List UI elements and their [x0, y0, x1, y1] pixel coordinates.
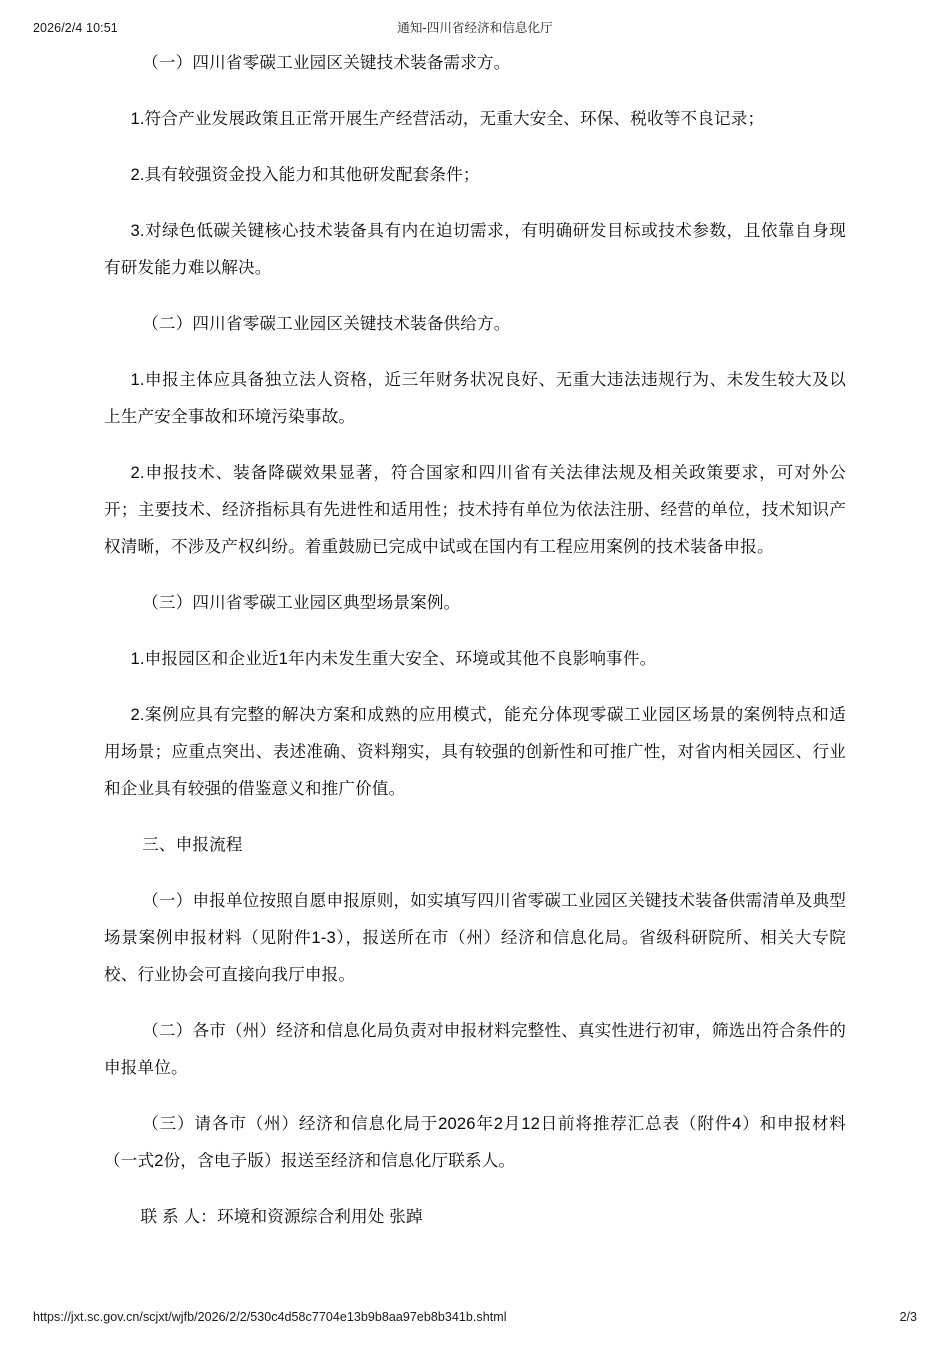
- paragraph-sec2-sub3-item2: 2.案例应具有完整的解决方案和成熟的应用模式，能充分体现零碳工业园区场景的案例特点和适用场景；应重点突出、表述准确、资料翔实，具有较强的创新性和可推广性，对省内相关园区、行业和企业具有较强的借鉴意义和推广价值。: [104, 705, 846, 798]
- print-footer-url: https://jxt.sc.gov.cn/scjxt/wjfb/2026/2/2/530c4d58c7704e13b9b8aa97eb8b341b.shtml: [33, 1310, 507, 1324]
- print-header: [0, 18, 950, 38]
- document-body: [104, 44, 846, 1254]
- print-header-title: 通知-四川省经济和信息化厅: [397, 21, 553, 35]
- print-footer-page-number: 2/3: [899, 1310, 917, 1324]
- paragraph-sec3-sub2: （二）各市（州）经济和信息化局负责对申报材料完整性、真实性进行初审，筛选出符合条件的申报单位。: [104, 1021, 846, 1077]
- paragraph-sec2-sub3-title: （三）四川省零碳工业园区典型场景案例。: [142, 593, 461, 612]
- section-heading-application-process: 三、申报流程: [142, 835, 243, 854]
- paragraph-sec2-sub1-item1: 1.符合产业发展政策且正常开展生产经营活动，无重大安全、环保、税收等不良记录；: [130, 109, 765, 128]
- paragraph-sec2-sub2-title: （二）四川省零碳工业园区关键技术装备供给方。: [142, 314, 511, 333]
- paragraph-contact-person: 联 系 人：环境和资源综合利用处 张踔: [140, 1207, 423, 1226]
- print-footer: [0, 1307, 950, 1327]
- paragraph-sec3-sub3: （三）请各市（州）经济和信息化局于2026年2月12日前将推荐汇总表（附件4）和申报材料（一式2份，含电子版）报送至经济和信息化厅联系人。: [104, 1114, 846, 1170]
- paragraph-sec2-sub1-item3: 3.对绿色低碳关键核心技术装备具有内在迫切需求，有明确研发目标或技术参数，且依靠自身现有研发能力难以解决。: [104, 221, 846, 277]
- paragraph-sec2-sub1-title: （一）四川省零碳工业园区关键技术装备需求方。: [142, 53, 511, 72]
- paragraph-sec2-sub1-item2: 2.具有较强资金投入能力和其他研发配套条件；: [130, 165, 480, 184]
- paragraph-sec3-sub1: （一）申报单位按照自愿申报原则，如实填写四川省零碳工业园区关键技术装备供需清单及典型场景案例申报材料（见附件1-3），报送所在市（州）经济和信息化局。省级科研院所、相关大专院校、行业协会可直接向我厅申报。: [104, 891, 846, 984]
- print-header-datetime: 2026/2/4 10:51: [33, 21, 118, 35]
- paragraph-sec2-sub3-item1: 1.申报园区和企业近1年内未发生重大安全、环境或其他不良影响事件。: [130, 649, 657, 668]
- paragraph-sec2-sub2-item1: 1.申报主体应具备独立法人资格，近三年财务状况良好、无重大违法违规行为、未发生较大及以上生产安全事故和环境污染事故。: [104, 370, 846, 426]
- paragraph-sec2-sub2-item2: 2.申报技术、装备降碳效果显著，符合国家和四川省有关法律法规及相关政策要求，可对外公开；主要技术、经济指标具有先进性和适用性；技术持有单位为依法注册、经营的单位，技术知识产权清晰，不涉及产权纠纷。着重鼓励已完成中试或在国内有工程应用案例的技术装备申报。: [104, 463, 846, 556]
